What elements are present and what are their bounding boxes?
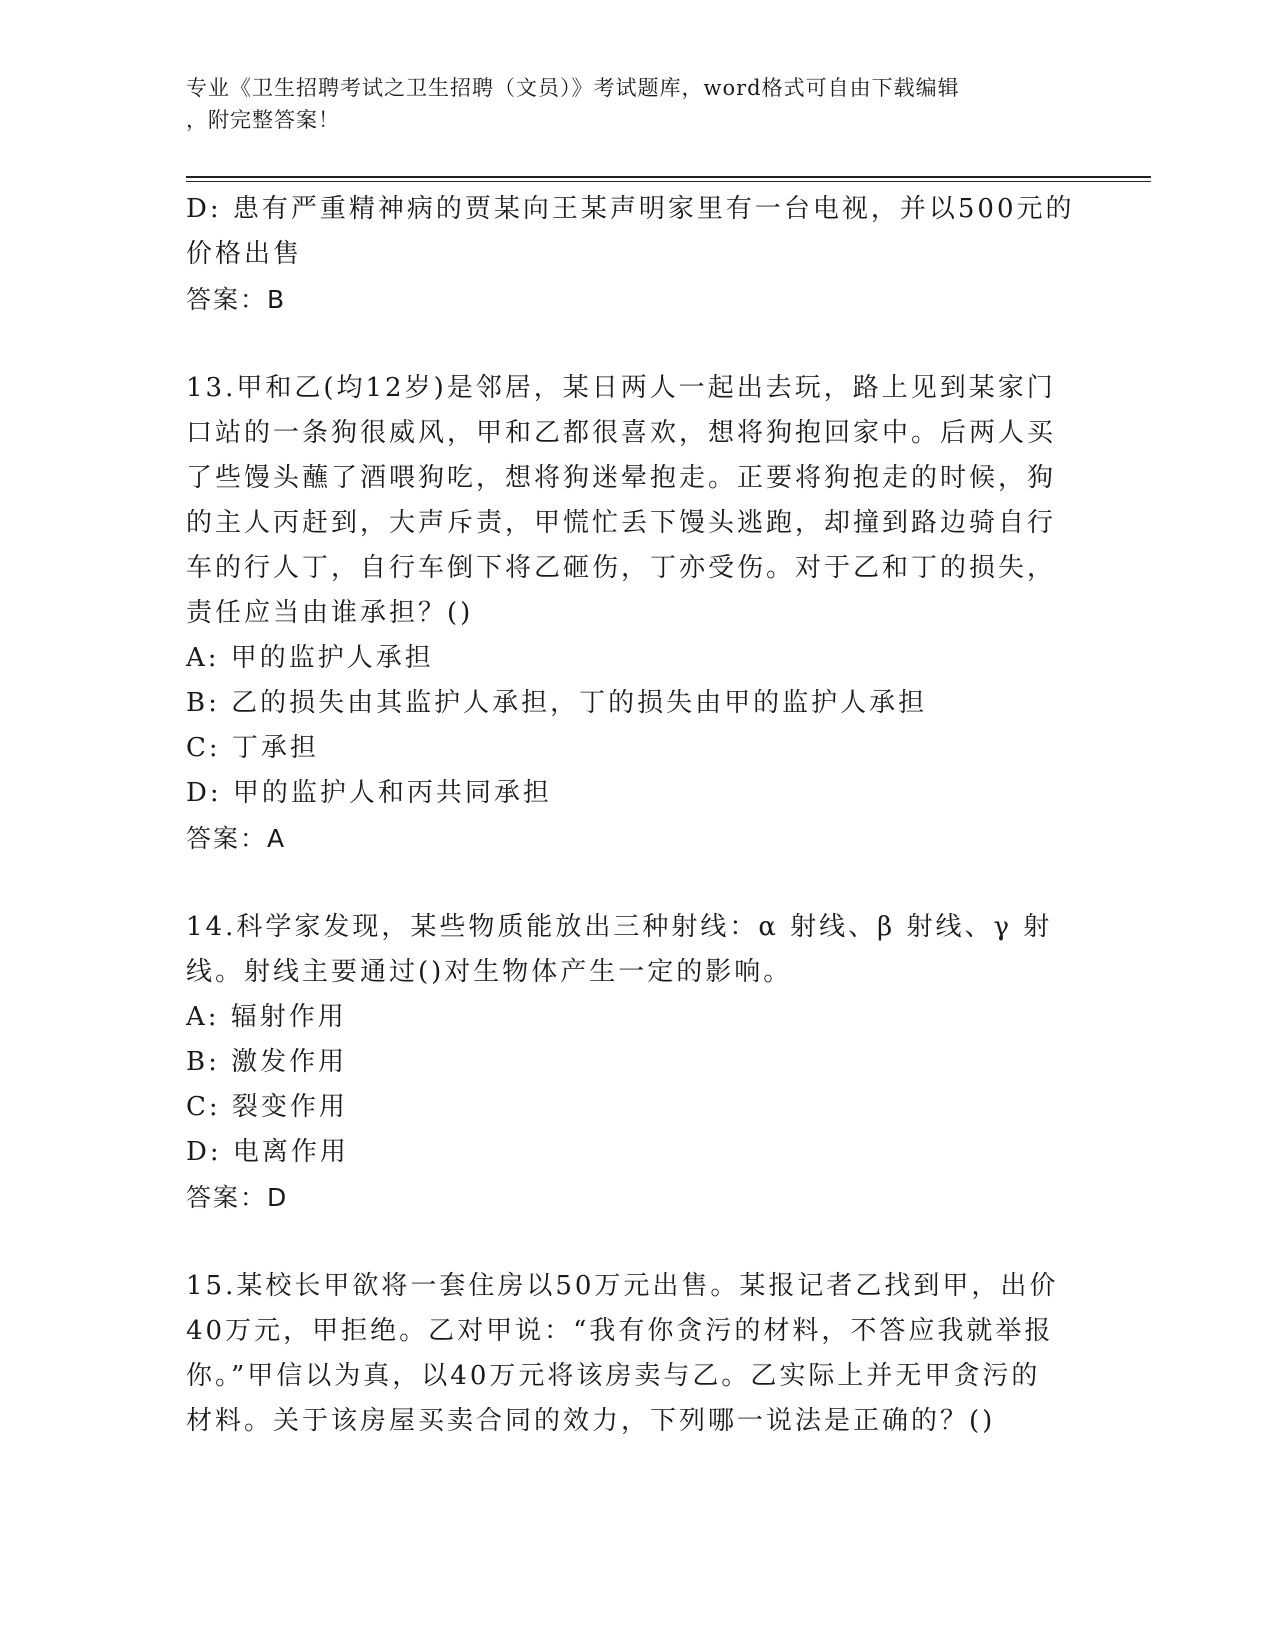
q13-stem-line: 口站的一条狗很威风，甲和乙都很喜欢，想将狗抱回家中。后两人买 (186, 418, 1057, 448)
spacer (186, 1220, 1076, 1264)
q14-answer: 答案：D (186, 1183, 289, 1212)
q12-answer: 答案：B (186, 285, 287, 314)
q15-stem-line: 40万元，甲拒绝。乙对甲说：“我有你贪污的材料，不答应我就举报 (186, 1316, 1054, 1346)
q15-stem-line: 你。”甲信以为真，以40万元将该房卖与乙。乙实际上并无甲贪污的 (186, 1361, 1041, 1391)
question-13 (186, 366, 1076, 861)
document-header (186, 72, 1066, 136)
spacer (186, 861, 1076, 905)
q14-option-a: A: 辐射作用 (186, 1002, 347, 1032)
q13-option-d: D: 甲的监护人和丙共同承担 (186, 778, 552, 808)
q15-stem-line: 材料。关于该房屋买卖合同的效力，下列哪一说法是正确的？() (186, 1406, 996, 1436)
q13-stem-line: 了些馒头蘸了酒喂狗吃，想将狗迷晕抱走。正要将狗抱走的时候，狗 (186, 463, 1057, 493)
header-divider-thin (186, 181, 1151, 182)
header-line-2: ，附完整答案！ (186, 108, 340, 132)
q15-stem-line: 15.某校长甲欲将一套住房以50万元出售。某报记者乙找到甲，出价 (186, 1271, 1059, 1301)
q14-option-d: D: 电离作用 (186, 1137, 349, 1167)
question-content (186, 187, 1076, 1444)
q12-option-d-line-2: 价格出售 (186, 239, 303, 269)
q14-option-b: B: 激发作用 (186, 1047, 348, 1077)
q14-stem-line: 14.科学家发现，某些物质能放出三种射线：α 射线、β 射线、γ 射 (186, 912, 1053, 942)
q14-option-c: C: 裂变作用 (186, 1092, 348, 1122)
q13-stem-line: 的主人丙赶到，大声斥责，甲慌忙丢下馒头逃跑，却撞到路边骑自行 (186, 508, 1057, 538)
spacer (186, 322, 1076, 366)
header-line-1: 专业《卫生招聘考试之卫生招聘（文员）》考试题库，word格式可自由下载编辑 (186, 76, 960, 100)
q13-option-a: A: 甲的监护人承担 (186, 643, 434, 673)
q13-option-b: B: 乙的损失由其监护人承担，丁的损失由甲的监护人承担 (186, 688, 928, 718)
q13-stem-line: 责任应当由谁承担？() (186, 598, 474, 628)
q12-option-d-line-1: D: 患有严重精神病的贾某向王某声明家里有一台电视，并以500元的 (186, 194, 1075, 224)
q13-answer: 答案：A (186, 824, 287, 853)
q13-stem-line: 车的行人丁，自行车倒下将乙砸伤，丁亦受伤。对于乙和丁的损失， (186, 553, 1057, 583)
q13-option-c: C: 丁承担 (186, 733, 319, 763)
question-12 (186, 187, 1076, 322)
q13-stem-line: 13.甲和乙(均12岁)是邻居，某日两人一起出去玩，路上见到某家门 (186, 373, 1056, 403)
header-divider-thick (186, 176, 1151, 178)
q14-stem-line: 线。射线主要通过()对生物体产生一定的影响。 (186, 957, 793, 987)
question-15 (186, 1264, 1076, 1444)
question-14 (186, 905, 1076, 1220)
